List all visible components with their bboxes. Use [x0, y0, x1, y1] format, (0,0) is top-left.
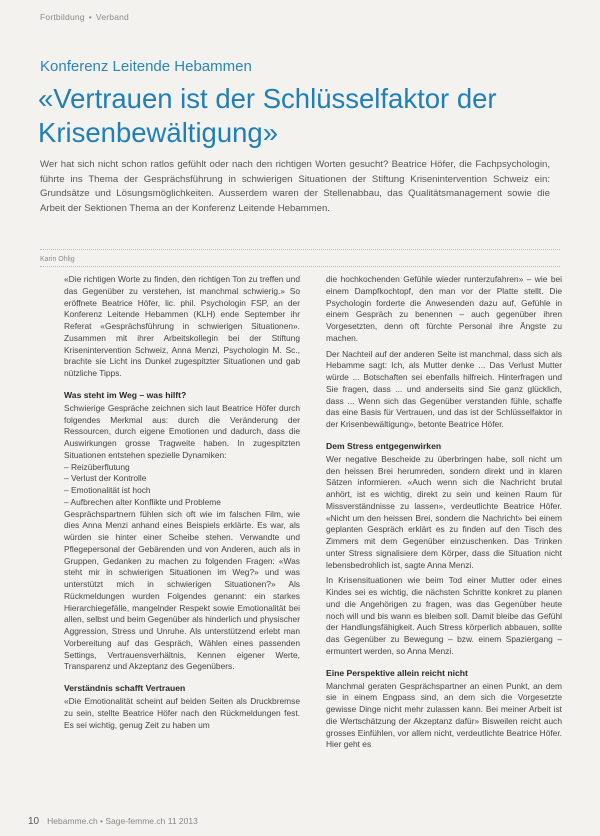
section-heading: Verständnis schafft Vertrauen [64, 683, 186, 693]
section-heading: Was steht im Weg – was hilft? [64, 389, 187, 400]
page-number: 10 [28, 816, 40, 827]
body-paragraph: die hochkochenden Gefühle wieder runterzufahren» – wie bei einem Dampfkochtopf, den man vor der Platte stellt. Die Psychologin forderte die Anwesenden dazu auf, Gefühle in einem Gespräch zu benennen – auch gegenüber ihren Vorgesetzten, denn oft fürchte Personal ihre Ängste zu machen. [326, 274, 562, 343]
list-item: – Emotionalität ist hoch [64, 485, 151, 495]
article-author: Karin Ohlig [40, 256, 75, 263]
section-heading: Dem Stress entgegenwirken [326, 440, 442, 451]
body-paragraph: Wer negative Bescheide zu überbringen habe, soll nicht um den heissen Brei herumreden, sondern direkt und in klaren Sätzen informieren. «Auch wenn sich die Nachricht brutal anhört, ist es wichtig, direkt zu sein und keinen Raum für Missverständnisse zu lassen», verdeutlichte Beatrice Höfer. «Nicht um den heissen Brei, sondern die Nachricht» bei einem geplanten Gespräch erklärt es zu finden auf den Tisch des Zimmers mit dem Gegenüber einzuschenken. Das Trinken unter Stress signalisiere dem Körper, dass die Situation nicht lebensbedrohlich ist, sagte Anna Menzi. [326, 453, 562, 570]
body-paragraph: In Krisensituationen wie beim Tod einer Mutter oder eines Kindes sei es wichtig, die nächsten Schritte konkret zu planen und die Angehörigen zu fragen, was das Gegenüber heute noch will und bis wann es bleiben soll. Damit bleibe das Gefühl der Handlungsfähigkeit. Auch Stress körperlich abbauen, sollte das Gegenüber zu Bewegung – bzw. einem Spaziergang – ermuntert werden, so Anna Menzi. [326, 575, 562, 656]
section-heading: Eine Perspektive allein reicht nicht [326, 667, 468, 678]
body-paragraph: «Die Emotionalität scheint auf beiden Seiten als Druckbremse zu sein, stellte Beatrice Höfer nach den Rückmeldungen fest. Es sei wichtig, genug Zeit zu haben um [64, 696, 300, 730]
dotted-divider-bottom [40, 266, 560, 267]
dotted-divider-top [40, 249, 560, 250]
body-paragraph: Manchmal geraten Gesprächspartner an einen Punkt, an dem sie in einem Engpass sind, an dem sich die Vorgesetzte gewisse Dinge nicht mehr zulassen kann. Bei meiner Arbeit ist die Wertschätzung der Akzeptanz dafür» Bisweilen reicht auch grosses Einfühlen, vor allem nicht, verdeutlichte Beatrice Höfer. Hier geht es [326, 680, 562, 750]
breadcrumb-section: Fortbildung [40, 12, 85, 22]
article-kicker: Konferenz Leitende Hebammen [40, 58, 252, 75]
breadcrumb [40, 12, 129, 22]
body-paragraph: «Die richtigen Worte zu finden, den richtigen Ton zu treffen und das Gegenüber zu verstehen, ist manchmal schwierig.» So eröffnete Beatrice Höfer, lic. phil. Psychologin FSP, an der Konferenz Leitende Hebammen (KLH) ende September ihr Referat «Gesprächsführung in schwierigen Situationen». Zusammen mit ihrer Arbeitskollegin bei der Stiftung Krisenintervention Schweiz, Anna Menzi, Psychologin M. Sc., brachte sie Licht ins Dunkel zugespitzter Situationen und gab nützliche Tipps. [64, 274, 300, 378]
page-footer [28, 816, 198, 827]
body-paragraph: Schwierige Gespräche zeichnen sich laut Beatrice Höfer durch folgendes Merkmal aus: durch die Veränderung der Ressourcen, durch eigene Emotionen und dadurch, dass die Auswirkungen grosse Tragweite haben. In zugespitzten Situationen entstehen spezielle Dynamiken: [64, 402, 300, 460]
list-item: – Reizüberflutung [64, 461, 130, 472]
column-right [326, 274, 562, 751]
article-headline: «Vertrauen ist der Schlüsselfaktor der Krisenbewältigung» [38, 83, 497, 148]
breadcrumb-subsection: Verband [95, 12, 129, 22]
breadcrumb-separator: • [88, 12, 92, 22]
list-item: – Aufbrechen alter Konflikte und Probleme [64, 496, 221, 507]
body-paragraph: Der Nachteil auf der anderen Seite ist manchmal, dass sich als Hebamme sagt: Ich, als Mutter denke ... Das Verlust Mutter würde ... Botschaften sei ebenfalls hilfreich. Hinterfragen und Sie fragen, dass ... und anderseits sind Sie ganz glücklich, dass ... Wenn sich das Gegenüber verstanden fühle, schaffe das eine Basis für Vertrauen, und das ist der Schlüsselfaktor in der Krisenbewältigung», betonte Beatrice Höfer. [326, 348, 562, 429]
body-paragraph: Gesprächspartnern fühlen sich oft wie im falschen Film, wie dies Anna Menzi anhand eines Beispiels erklärte. Es war, als würden sie hinter einer Scheibe stehen. Verwandte und Pflegepersonal der Gebärenden und von Anderen, auch als in Gruppen, Gedanken zu machen zu folgenden Fragen: «Was steht mir in schwierigen Situationen im Weg?» und was unterstützt mich in schwierigen Situationen?» Als Rückmeldungen wurden Folgendes genannt: ein starkes Hierarchiegefälle, mangelnder Respekt sowie Emotionalität bei allen, selbst und beim Gegenüber als hinderlich und physischer Aggression, Stress und Unruhe. Als unterstützend erlebt man Vorbereitung auf das Gespräch, Wählen eines passenden Settings, Vertrauensverhältnis, Kennen eigener Werte, Transparenz und Akzeptanz des Gegenübers. [64, 508, 300, 672]
dynamics-list [64, 462, 300, 509]
list-item: – Verlust der Kontrolle [64, 473, 147, 484]
journal-name: Hebamme.ch • Sage-femme.ch 11 2013 [47, 816, 198, 826]
article-lead: Wer hat sich nicht schon ratlos gefühlt oder nach den richtigen Worten gesucht? Beatrice Höfer, die Fachpsychologin, führte ins Thema der Gesprächsführung in schwierigen Situationen der Stiftung Krisenintervention Schweiz ein: Grundsätze und Lösungsmöglichkeiten. Ausserdem waren der Stellenabbau, das Qualitätsmanagement sowie die Arbeit der Sektionen Thema an der Konferenz Leitende Hebammen. [40, 159, 550, 214]
column-left [64, 274, 300, 731]
